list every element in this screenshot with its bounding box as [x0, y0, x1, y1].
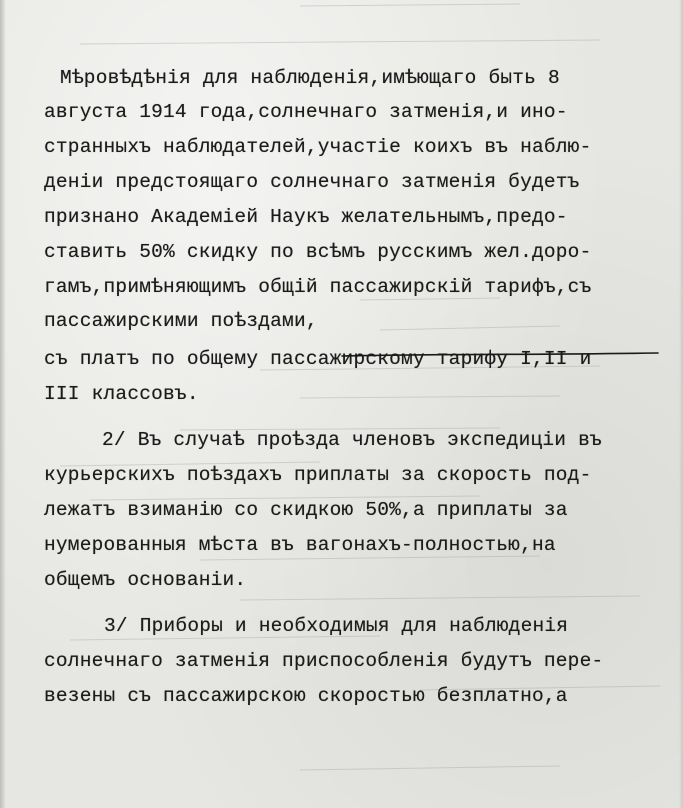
document-line-12: курьерскихъ поѣздахъ приплаты за скорость под- — [44, 464, 592, 486]
document-line-5: признано Академіей Наукъ желательнымъ,предо- — [44, 206, 568, 228]
document-line-6: ставить 50% скидку по всѣмъ русскимъ жел.доро- — [44, 241, 592, 263]
document-line-9: съ платъ по общему пассажирскому тарифу I,II и — [44, 348, 592, 370]
document-line-2: августа 1914 года,солнечнаго затменія,и ино- — [44, 101, 568, 123]
document-line-10: III классовъ. — [44, 383, 199, 405]
document-line-15: общемъ основаніи. — [44, 569, 247, 591]
document-line-13: лежатъ взиманію со скидкою 50%,а приплаты за — [44, 499, 568, 521]
document-line-7: гамъ,примѣняющимъ общій пассажирскій тарифъ,съ — [44, 276, 592, 298]
document-line-16: 3/ Приборы и необходимыя для наблюденія — [104, 615, 569, 637]
document-line-14: нумерованныя мѣста въ вагонахъ-полностью,на — [44, 534, 556, 556]
document-line-11: 2/ Въ случаѣ проѣзда членовъ экспедиціи въ — [102, 429, 602, 451]
document-line-3: странныхъ наблюдателей,участіе коихъ въ наблю- — [44, 136, 592, 158]
document-line-17: солнечнаго затменія приспособленія будутъ пере- — [44, 650, 604, 672]
ink-strike-line — [340, 352, 660, 358]
document-line-4: деніи предстоящаго солнечнаго затменія будетъ — [44, 171, 580, 193]
document-line-8: пассажирскими поѣздами, — [44, 310, 318, 332]
document-line-18: везены съ пассажирскою скоростью безплатно,а — [44, 685, 568, 707]
document-line-1: Мѣровѣдѣнія для наблюденія,имѣющаго быть 8 — [60, 67, 560, 89]
